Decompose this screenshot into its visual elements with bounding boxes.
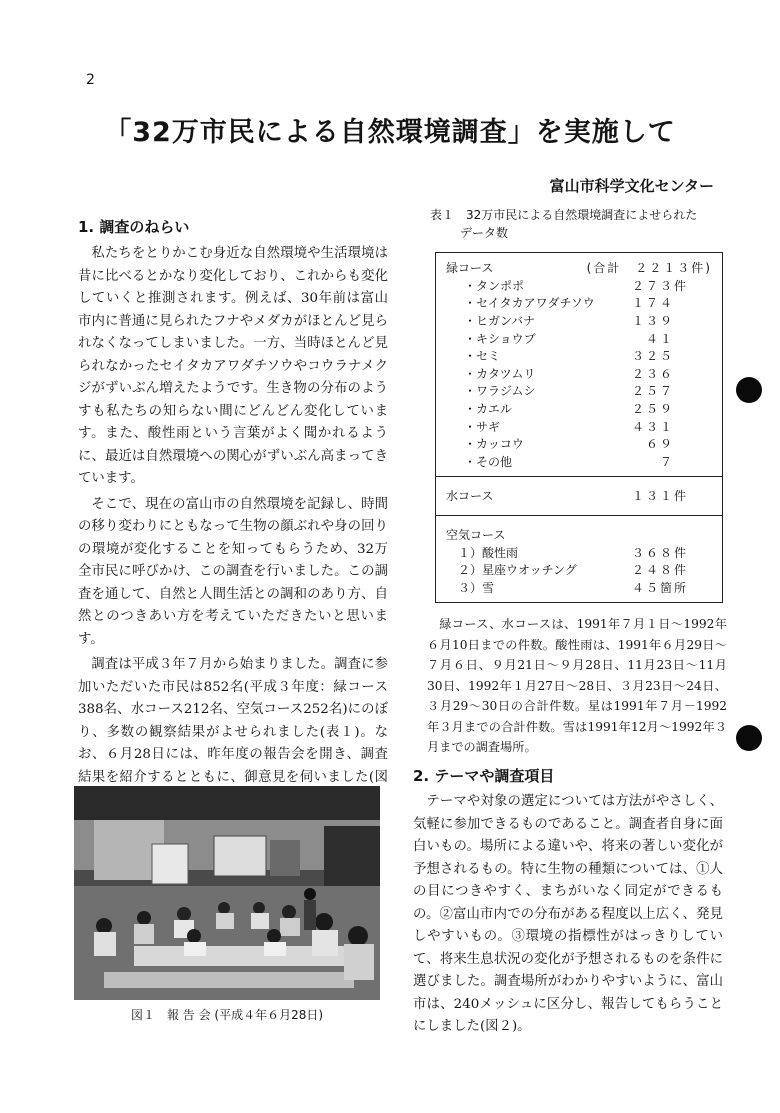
row-value: ４３１ (632, 419, 675, 434)
air-course-label: 空気コース (446, 528, 506, 543)
water-course-label: 水コース (446, 489, 494, 504)
row-value: ３６８件 (632, 545, 689, 560)
table1-caption-line2: データ数 (460, 226, 509, 240)
row-label: ・ワラジムシ (464, 384, 536, 399)
table-row (446, 329, 712, 347)
water-course-section (436, 477, 722, 516)
row-value: １７４ (632, 296, 675, 311)
table1-caption-line1: 表１ 32万市民による自然環境調査によせられた (430, 208, 698, 222)
table-row (446, 312, 712, 330)
section1-body (78, 243, 388, 812)
row-label: ・その他 (464, 454, 513, 469)
row-label: ３）雪 (458, 580, 495, 595)
binder-hole-icon (736, 725, 762, 751)
table-row (446, 453, 712, 471)
row-label: ・ヒガンバナ (464, 314, 536, 329)
table-row (446, 347, 712, 365)
row-value: １３９ (632, 314, 675, 329)
row-label: ・サギ (464, 419, 501, 434)
figure1-photo (74, 786, 380, 1000)
table-row (446, 417, 712, 435)
row-value: ６９ (632, 437, 675, 452)
table-row (446, 382, 712, 400)
row-label: ・セイタカアワダチソウ (464, 296, 595, 311)
row-value: ２５９ (632, 402, 675, 417)
row-value: ２３６ (632, 366, 675, 381)
row-label: ・タンポポ (464, 278, 525, 293)
table-row (446, 579, 712, 597)
row-label: ・カエル (464, 402, 513, 417)
section2-heading: 2. テーマや調査項目 (413, 767, 555, 785)
table1-note: 緑コース、水コースは、1991年７月１日～1992年６月10日までの件数。酸性雨は、1991年６月29日～７月６日、９月21日～９月28日、11月23日～11月30日、1992年１月27日～28日、３月23日～24日、３月29～30日の合計件数。星は1991年７月－1992年３月までの合計件数。雪は1991年12月～1992年３月までの調査場所。 (427, 617, 727, 754)
air-course-header (446, 526, 712, 544)
table1-caption (430, 206, 730, 242)
table-row (446, 277, 712, 295)
row-value: ４１ (632, 331, 675, 346)
green-course-section (436, 253, 722, 477)
binder-hole-icon (736, 377, 762, 403)
meeting-room-image (74, 786, 380, 1000)
section2-body (413, 791, 723, 1039)
table-row (446, 294, 712, 312)
section1-paragraph-2: そこで、現在の富山市の自然環境を記録し、時間の移り変わりにともなって生物の顔ぶれや身の回りの環境が変化することを知ってもらうため、32万全市民に呼びかけ、この調査を行いました。この調査を通して、自然と人間生活との調和のあり方、自然とのつきあい方を考えていただきたいと思います。 (78, 496, 388, 647)
page-title: 「32万市民による自然環境調査」を実施して (104, 117, 676, 148)
air-course-section (436, 516, 722, 602)
page-number: 2 (86, 72, 95, 88)
row-label: １）酸性雨 (458, 545, 519, 560)
row-label: ・カッコウ (464, 437, 524, 452)
green-course-total: (合計 ２２１３件) (586, 261, 712, 276)
row-label: ・キショウブ (464, 331, 536, 346)
row-label: ・セミ (464, 349, 501, 364)
row-label: ・カタツムリ (464, 366, 536, 381)
table-row (446, 561, 712, 579)
table-row (446, 365, 712, 383)
green-course-label: 緑コース (446, 261, 494, 276)
green-course-header (446, 259, 712, 277)
row-value: ３２５ (632, 349, 675, 364)
row-value: ４５箇所 (632, 580, 689, 595)
water-course-row (446, 487, 712, 505)
row-label: ２）星座ウオッチング (458, 563, 577, 578)
row-value: ２７３件 (632, 278, 689, 293)
section2-paragraph-1: テーマや対象の選定については方法がやさしく、気軽に参加できるものであること。調査者自身に面白いもの。場所による違いや、将来の著しい変化が予想されるもの。特に生物の種類については、①人の目につきやすく、まちがいなく同定ができるもの。②富山市内での分布がある程度以上広く、発見しやすいもの。③環境の指標性がはっきりしていて、将来生息状況の変化が予想されるものを条件に選びました。調査場所がわかりやすいように、富山市は、240メッシュに区分し、報告してもらうことにしました(図２)。 (413, 794, 723, 1034)
section1-heading: 1. 調査のねらい (78, 218, 190, 236)
table-row (446, 400, 712, 418)
row-value: ７ (632, 454, 675, 469)
section1-paragraph-3: 調査は平成３年７月から始まりました。調査に参加いただいた市民は852名(平成３年度：緑コース388名、水コース212名、空気コース252名)にのぼり、多数の観察結果がよせられました(表１)。なお、６月28日には、昨年度の報告会を開き、調査結果を紹介するとともに、御意見を伺いました(図 (78, 657, 388, 785)
row-value: ２４８件 (632, 563, 689, 578)
figure1-caption: 図１ 報 告 会 (平成４年６月28日) (130, 1008, 324, 1022)
row-value: ２５７ (632, 384, 675, 399)
table-row (446, 435, 712, 453)
section1-paragraph-1: 私たちをとりかこむ身近な自然環境や生活環境は昔に比べるとかなり変化しており、これからも変化していくと推測されます。例えば、30年前は富山市内に普通に見られたフナやメダカがほとんど見られなくなってしまいました。一方、当時ほとんど見られなかったセイタカアワダチソウやコウラナメクジがずいぶん増えたようです。生き物の分布のようすも私たちの知らない間にどんどん変化しています。また、酸性雨という言葉がよく聞かれるように、最近は自然環境への関心がずいぶん高まってきています。 (78, 246, 388, 486)
table1 (435, 252, 723, 603)
author-name: 富山市科学文化センター (549, 177, 714, 195)
table-row (446, 543, 712, 561)
water-course-value: １３１件 (632, 489, 689, 504)
